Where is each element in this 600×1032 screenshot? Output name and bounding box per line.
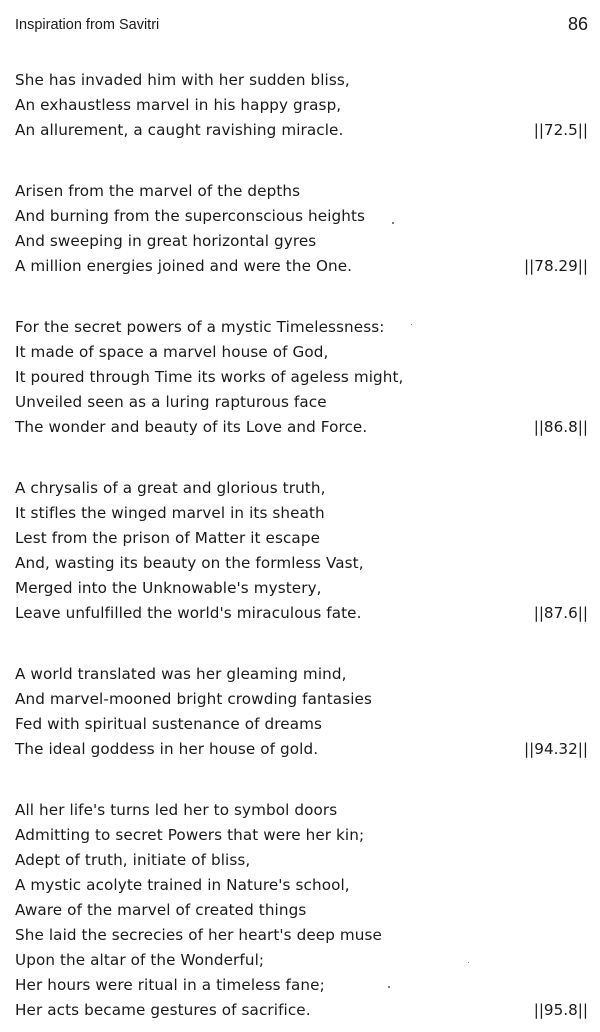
verse-reference: ||86.8|| — [533, 418, 588, 436]
scan-speck — [388, 986, 390, 988]
verse-line: Merged into the Unknowable's mystery, — [15, 579, 322, 597]
verse-line: An allurement, a caught ravishing miracle. — [15, 121, 344, 139]
verse-line: It poured through Time its works of ageless might, — [15, 368, 404, 386]
verse-line: The ideal goddess in her house of gold. — [15, 740, 319, 758]
verse-line: Arisen from the marvel of the depths — [15, 182, 301, 200]
stanza-5 — [15, 662, 588, 762]
verse-line: For the secret powers of a mystic Timelessness: — [15, 318, 385, 336]
verse-line: Admitting to secret Powers that were her kin; — [15, 826, 365, 844]
verse-reference: ||78.29|| — [524, 257, 588, 275]
verse-line: And burning from the superconscious heights — [15, 207, 366, 225]
verse-reference: ||94.32|| — [524, 740, 588, 758]
verse-line: Her hours were ritual in a timeless fane; — [15, 976, 325, 994]
stanza-4 — [15, 476, 588, 626]
page-header — [15, 14, 588, 38]
verse-reference: ||87.6|| — [533, 604, 588, 622]
scan-speck — [468, 962, 469, 963]
verse-line: And sweeping in great horizontal gyres — [15, 232, 317, 250]
verse-line: An exhaustless marvel in his happy grasp, — [15, 96, 342, 114]
verse-line: Fed with spiritual sustenance of dreams — [15, 715, 323, 733]
verse-line: The wonder and beauty of its Love and Force. — [15, 418, 368, 436]
verse-line: And marvel-mooned bright crowding fantasies — [15, 690, 372, 708]
verse-line: Upon the altar of the Wonderful; — [15, 951, 265, 969]
verse-line: It stifles the winged marvel in its sheath — [15, 504, 325, 522]
verse-line: A mystic acolyte trained in Nature's school, — [15, 876, 350, 894]
verse-line: And, wasting its beauty on the formless Vast, — [15, 554, 364, 572]
verse-reference: ||72.5|| — [533, 121, 588, 139]
verse-line: A chrysalis of a great and glorious truth, — [15, 479, 326, 497]
stanza-3 — [15, 315, 588, 440]
running-title: Inspiration from Savitri — [15, 17, 160, 33]
stanza-2 — [15, 179, 588, 279]
verse-line: Lest from the prison of Matter it escape — [15, 529, 321, 547]
verse-line: Leave unfulfilled the world's miraculous fate. — [15, 604, 362, 622]
verse-line: All her life's turns led her to symbol doors — [15, 801, 338, 819]
verse-line: Her acts became gestures of sacrifice. — [15, 1001, 311, 1019]
verse-line: A world translated was her gleaming mind, — [15, 665, 347, 683]
verse-reference: ||95.8|| — [533, 1001, 588, 1019]
verse-line: Unveiled seen as a luring rapturous face — [15, 393, 327, 411]
scan-speck — [392, 222, 394, 224]
verse-line: It made of space a marvel house of God, — [15, 343, 329, 361]
verse-line: A million energies joined and were the One. — [15, 257, 353, 275]
scan-speck — [411, 324, 412, 325]
stanza-6 — [15, 798, 588, 1023]
verse-line: Aware of the marvel of created things — [15, 901, 307, 919]
verse-line: She laid the secrecies of her heart's deep muse — [15, 926, 382, 944]
page-number: 86 — [567, 14, 588, 34]
verse-line: She has invaded him with her sudden bliss, — [15, 71, 350, 89]
verse-line: Adept of truth, initiate of bliss, — [15, 851, 251, 869]
stanza-1 — [15, 68, 588, 143]
